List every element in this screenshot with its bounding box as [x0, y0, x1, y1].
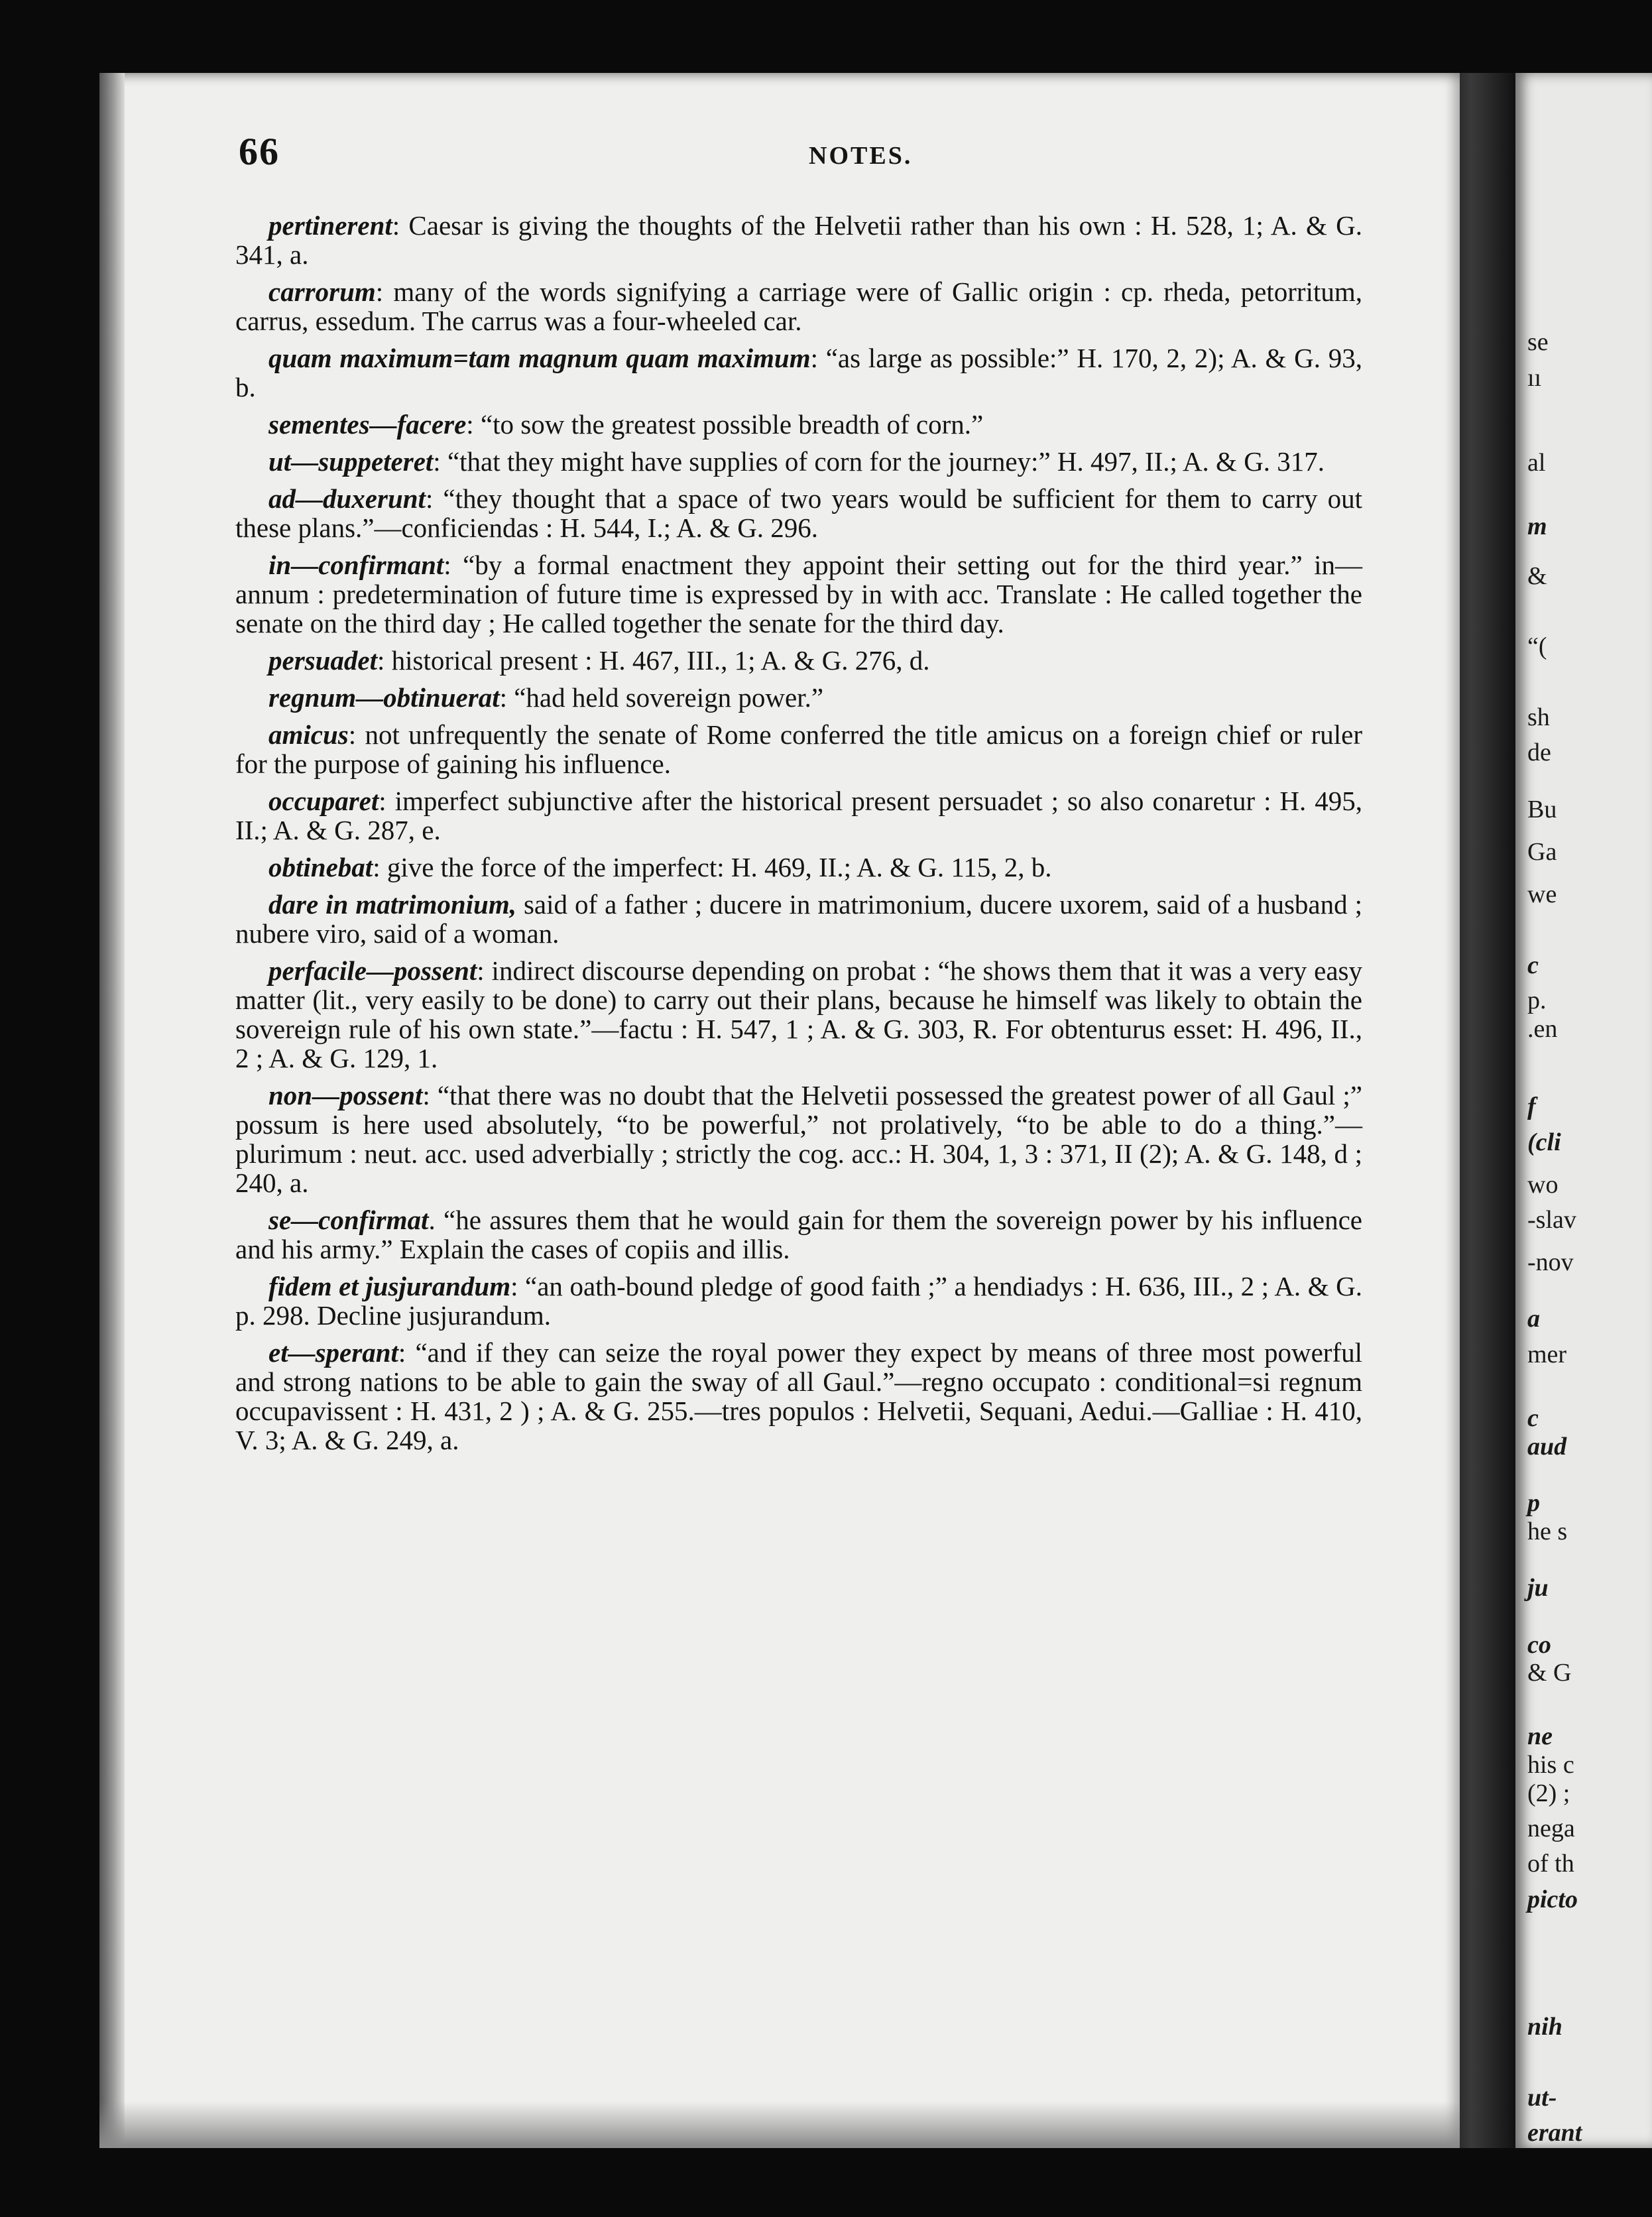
facing-page-text: f [1527, 1093, 1536, 1121]
note-text: said of a father ; ducere in matrimonium, ducere uxorem, said of a husband ; nubere viro, said of a woman. [235, 889, 1362, 949]
facing-page-text: erant [1527, 2119, 1582, 2147]
facing-page-text: we [1527, 880, 1557, 908]
note-lemma: se—confirmat [268, 1205, 429, 1235]
facing-page-text: .en [1527, 1014, 1558, 1043]
note-lemma: amicus [268, 719, 349, 750]
facing-page-text: (cli [1527, 1128, 1561, 1156]
note-text: : many of the words signifying a carriage were of Gallic origin : cp. rheda, petorritum, carrus, essedum. The carrus was a four-wheeled car. [235, 276, 1362, 336]
facing-page-text: ıı [1527, 363, 1542, 392]
facing-page-text: ne [1527, 1722, 1553, 1751]
facing-page-text: -slav [1527, 1206, 1576, 1234]
note-lemma: dare in matrimonium, [268, 889, 516, 920]
note-text: : “by a formal enactment they appoint their setting out for the third year.” in—annum : predetermination of future time is expressed by in with acc. Translate : He called together the senate on the third day ; He called together the senate for the third day. [235, 550, 1362, 638]
note-paragraph [235, 890, 1362, 948]
note-paragraph [235, 1081, 1362, 1197]
page-bottom-edge [99, 2102, 1460, 2148]
note-paragraph [235, 211, 1362, 269]
facing-page-text: mer [1527, 1340, 1567, 1368]
note-lemma: fidem et jusjurandum [268, 1271, 511, 1301]
note-paragraph [235, 410, 1362, 439]
note-text: : “an oath-bound pledge of good faith ;” a hendiadys : H. 636, III., 2 ; A. & G. p. 298. Decline jusjurandum. [235, 1271, 1362, 1331]
note-text: : “they thought that a space of two years would be sufficient for them to carry out these plans.”—conficiendas : H. 544, I.; A. & G. 296. [235, 483, 1362, 543]
running-head: NOTES. [809, 142, 913, 170]
facing-page-text: “( [1527, 632, 1547, 661]
facing-page-text: c [1527, 951, 1539, 979]
facing-page-text: Bu [1527, 795, 1557, 823]
facing-page-text: & [1527, 562, 1547, 590]
note-lemma: ad—duxerunt [268, 483, 426, 514]
facing-page-text: a [1527, 1305, 1540, 1333]
facing-page-text: c [1527, 1404, 1539, 1432]
note-lemma: regnum—obtinuerat [268, 682, 500, 713]
page-edge [99, 73, 125, 2148]
note-text: : “that they might have supplies of corn for the journey:” H. 497, II.; A. & G. 317. [433, 446, 1325, 477]
facing-page-text: he s [1527, 1517, 1568, 1545]
note-text: : give the force of the imperfect: H. 469, II.; A. & G. 115, 2, b. [373, 852, 1052, 882]
note-paragraph [235, 683, 1362, 712]
page-header [239, 129, 1359, 182]
note-paragraph [235, 1205, 1362, 1264]
note-paragraph [235, 550, 1362, 638]
note-text: : not unfrequently the senate of Rome conferred the title amicus on a foreign chief or ruler for the purpose of gaining his influence. [235, 719, 1362, 779]
facing-page-text: p. [1527, 987, 1547, 1015]
note-paragraph [235, 853, 1362, 882]
note-paragraph [235, 447, 1362, 476]
note-text: . “he assures them that he would gain for them the sovereign power by his influence and his army.” Explain the cases of copiis and illis. [235, 1205, 1362, 1264]
note-lemma: in—confirmant [268, 550, 444, 580]
facing-page-text: de [1527, 739, 1551, 767]
facing-page-text: ut- [1527, 2083, 1557, 2112]
facing-page-text: p [1527, 1489, 1540, 1517]
note-lemma: sementes—facere [268, 409, 467, 440]
facing-page-text: sh [1527, 703, 1550, 732]
note-paragraph [235, 786, 1362, 845]
facing-page-fragment [1515, 73, 1652, 2148]
note-text: : “and if they can seize the royal power they expect by means of three most powerful and strong nations to be able to gain the sway of all Gaul.”—regno occupato : conditional=si regnum occupavissent : H. 431, 2 ) ; A. & G. 255.—tres populos : Helvetii, Sequani, Aedui.—Galliae : H. 410, V. 3; A. & G. 249, a. [235, 1337, 1362, 1455]
facing-page-text: co [1527, 1630, 1551, 1659]
note-lemma: quam maximum=tam magnum quam maximum [268, 343, 811, 373]
note-lemma: non—possent [268, 1080, 423, 1110]
facing-page-text: aud [1527, 1432, 1567, 1461]
note-text: : “had held sovereign power.” [499, 682, 824, 713]
note-text: : imperfect subjunctive after the historical present persuadet ; so also conaretur : H. 495, II.; A. & G. 287, e. [235, 786, 1362, 845]
facing-page-text: nega [1527, 1815, 1575, 1843]
facing-page-text: (2) ; [1527, 1779, 1570, 1807]
facing-page-text: picto [1527, 1885, 1578, 1913]
note-paragraph [235, 956, 1362, 1073]
note-lemma: carrorum [268, 276, 376, 307]
facing-page-text: wo [1527, 1170, 1559, 1199]
facing-page-text: -nov [1527, 1248, 1574, 1277]
note-paragraph [235, 646, 1362, 675]
note-paragraph [235, 277, 1362, 335]
facing-page-text: se [1527, 328, 1549, 357]
facing-page-text: nih [1527, 2012, 1563, 2041]
facing-page-text: m [1527, 512, 1547, 540]
note-paragraph [235, 720, 1362, 778]
facing-page-text: al [1527, 448, 1546, 477]
note-lemma: ut—suppeteret [268, 446, 434, 477]
note-paragraph [235, 1338, 1362, 1455]
note-lemma: pertinerent [268, 210, 392, 241]
notes-body [235, 211, 1362, 1463]
note-text: : Caesar is giving the thoughts of the Helvetii rather than his own : H. 528, 1; A. & G. 341, a. [235, 210, 1362, 270]
note-paragraph [235, 343, 1362, 402]
note-lemma: occuparet [268, 786, 379, 816]
note-paragraph [235, 1272, 1362, 1330]
page-number: 66 [239, 130, 280, 173]
note-paragraph [235, 484, 1362, 542]
facing-page-text: & G [1527, 1659, 1572, 1687]
note-text: : “to sow the greatest possible breadth of corn.” [466, 409, 984, 440]
note-lemma: perfacile—possent [268, 955, 477, 986]
note-lemma: persuadet [268, 645, 377, 676]
note-lemma: obtinebat [268, 852, 373, 882]
note-text: : indirect discourse depending on probat : “he shows them that it was a very easy matter (lit., very easily to be done) to carry out their plans, because he himself was likely to obtain the sovereign rule of his own state.”—factu : H. 547, 1 ; A. & G. 303, R. For obtenturus esset: H. 496, II., 2 ; A. & G. 129, 1. [235, 955, 1362, 1073]
facing-page-text: Ga [1527, 837, 1557, 866]
facing-page-text: of th [1527, 1850, 1574, 1878]
note-text: : “that there was no doubt that the Helvetii possessed the greatest power of all Gaul ;” possum is here used absolutely, “to be powerful,” not prolatively, “to be able to do a thing.”—plurimum : neut. acc. used adverbially ; strictly the cog. acc.: H. 304, 1, 3 : 371, II (2); A. & G. 148, d ; 240, a. [235, 1080, 1362, 1198]
note-text: : “as large as possible:” H. 170, 2, 2); A. & G. 93, b. [235, 343, 1362, 402]
note-lemma: et—sperant [268, 1337, 398, 1368]
facing-page-text: ju [1527, 1574, 1549, 1602]
note-text: : historical present : H. 467, III., 1; A. & G. 276, d. [377, 645, 930, 676]
facing-page-text: his c [1527, 1750, 1574, 1779]
